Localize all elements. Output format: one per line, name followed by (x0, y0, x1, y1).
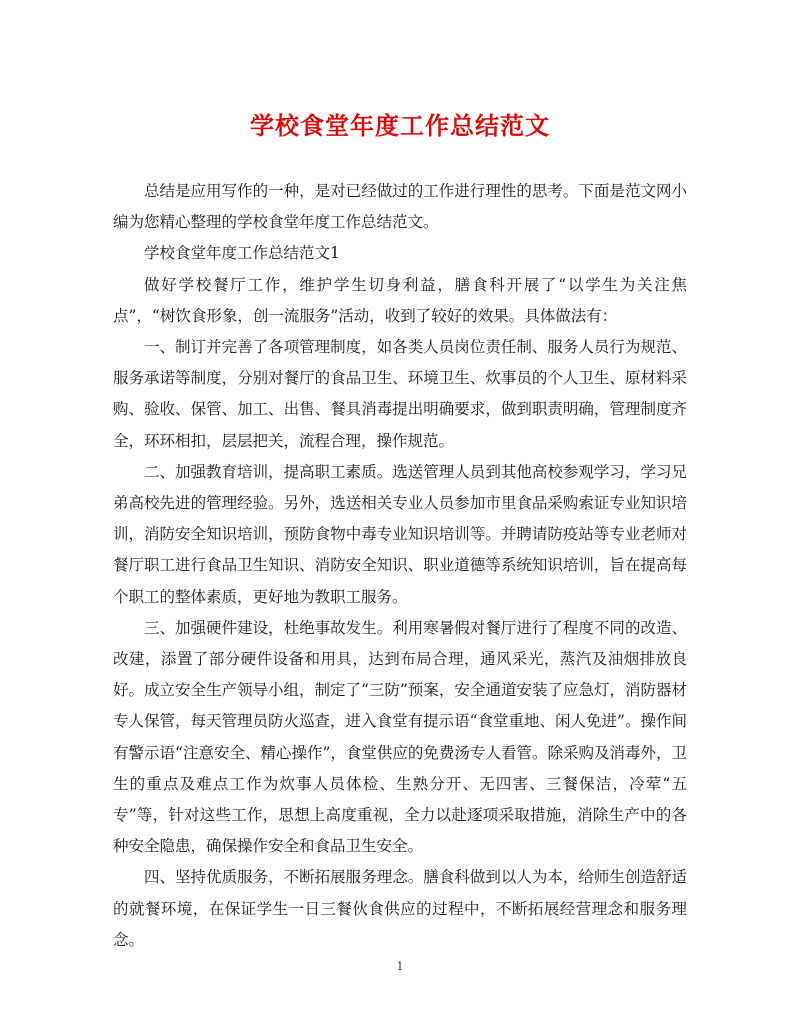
paragraph-intro: 总结是应用写作的一种，是对已经做过的工作进行理性的思考。下面是范文网小编为您精心整理的学校食堂年度工作总结范文。 (113, 182, 687, 232)
paragraph-point-4: 四、坚持优质服务，不断拓展服务理念。膳食科做到以人为本，给师生创造舒适的就餐环境，在保证学生一日三餐伙食供应的过程中，不断拓展经营理念和服务理念。 (113, 868, 687, 949)
paragraph-point-2: 二、加强教育培训，提高职工素质。选送管理人员到其他高校参观学习，学习兄弟高校先进的管理经验。另外，选送相关专业人员参加市里食品采购索证专业知识培训，消防安全知识培训，预防食物中毒专业知识培训等。并聘请防疫站等专业老师对餐厅职工进行食品卫生知识、消防安全知识、职业道德等系统知识培训，旨在提高每个职工的整体素质，更好地为教职工服务。 (113, 462, 687, 606)
paragraph-point-1: 一、制订并完善了各项管理制度，如各类人员岗位责任制、服务人员行为规范、服务承诺等制度，分别对餐厅的食品卫生、环境卫生、炊事员的个人卫生、原材料采购、验收、保管、加工、出售、餐具消毒提出明确要求，做到职责明确，管理制度齐全，环环相扣，层层把关，流程合理，操作规范。 (113, 338, 687, 450)
paragraph-subtitle: 学校食堂年度工作总结范文1 (144, 244, 340, 263)
document-body (113, 176, 687, 956)
page-number: 1 (396, 960, 404, 973)
document-title: 学校食堂年度工作总结范文 (250, 111, 550, 140)
paragraph-point-3: 三、加强硬件建设，杜绝事故发生。利用寒暑假对餐厅进行了程度不同的改造、改建，添置了部分硬件设备和用具，达到布局合理，通风采光，蒸汽及油烟排放良好。成立安全生产领导小组，制定了“三防”预案，安全通道安装了应急灯，消防器材专人保管，每天管理员防火巡查，进入食堂有提示语“食堂重地、闲人免进”。操作间有警示语“注意安全、精心操作”，食堂供应的免费汤专人看管。除采购及消毒外，卫生的重点及难点工作为炊事人员体检、生熟分开、无四害、三餐保洁，冷荤“五专”等，针对这些工作，思想上高度重视，全力以赴逐项采取措施，消除生产中的各种安全隐患，确保操作安全和食品卫生安全。 (113, 618, 687, 856)
paragraph-overview: 做好学校餐厅工作，维护学生切身利益，膳食科开展了“以学生为关注焦点”，“树饮食形象，创一流服务”活动，收到了较好的效果。具体做法有： (113, 275, 687, 325)
